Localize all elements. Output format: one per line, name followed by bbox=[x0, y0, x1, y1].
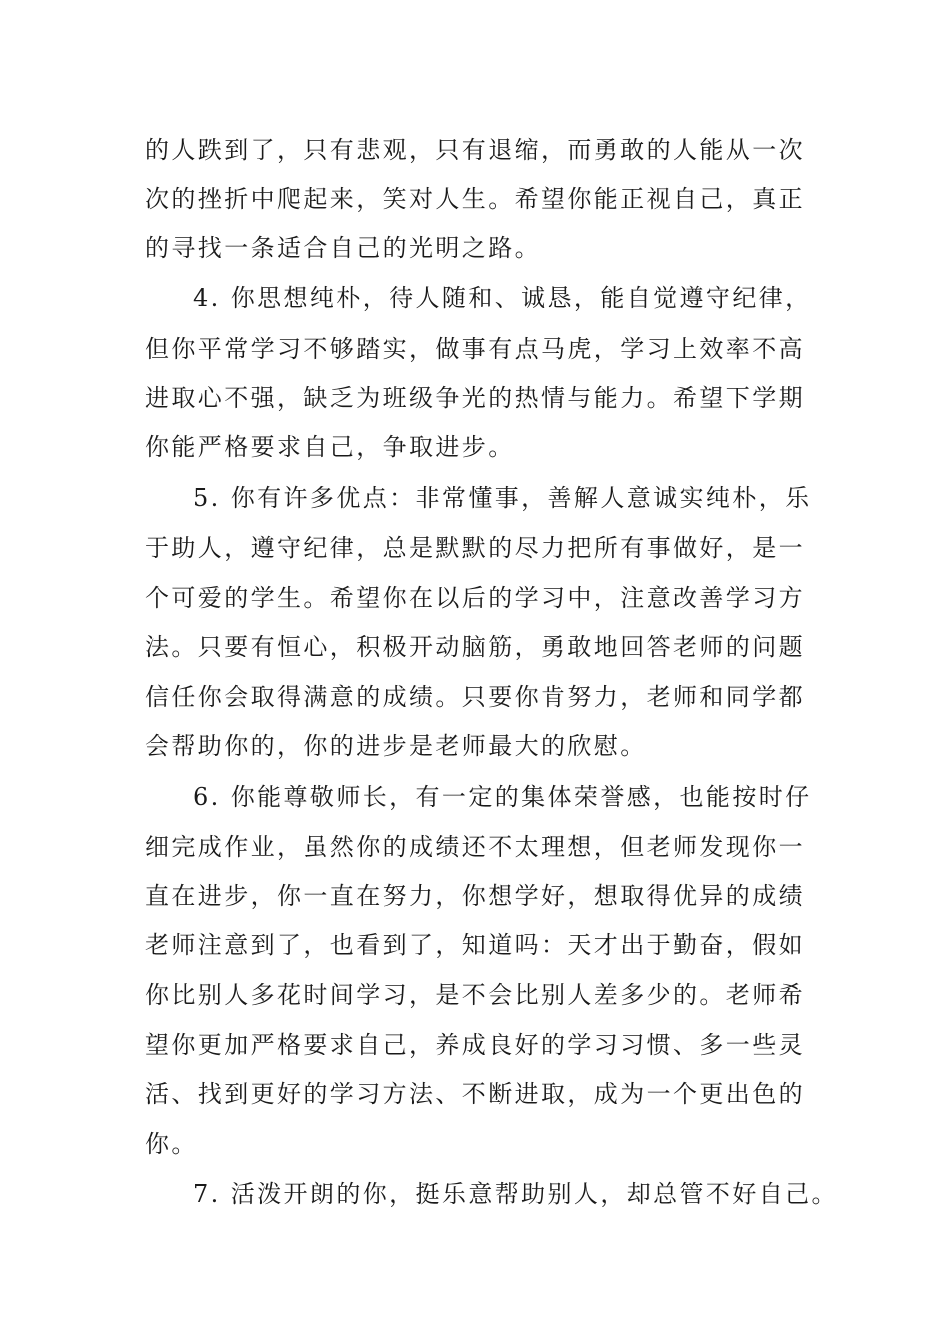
text-line: 你能严格要求自己，争取进步。 bbox=[145, 433, 515, 461]
text-line: 但你平常学习不够踏实，做事有点马虎，学习上效率不高 bbox=[145, 335, 805, 363]
text-line: 于助人，遵守纪律，总是默默的尽力把所有事做好，是一 bbox=[145, 534, 805, 562]
text-line: 你比别人多花时间学习，是不会比别人差多少的。老师希 bbox=[145, 981, 805, 1009]
text-line: 会帮助你的，你的进步是老师最大的欣慰。 bbox=[145, 732, 647, 760]
paragraph-5-start: 5. 你有许多优点：非常懂事，善解人意诚实纯朴，乐 bbox=[193, 484, 812, 512]
text-line: 进取心不强，缺乏为班级争光的热情与能力。希望下学期 bbox=[145, 384, 805, 412]
paragraph-7-start: 7. 活泼开朗的你，挺乐意帮助别人，却总管不好自己。 bbox=[193, 1180, 838, 1208]
text-line: 个可爱的学生。希望你在以后的学习中，注意改善学习方 bbox=[145, 584, 805, 612]
text-line: 活、找到更好的学习方法、不断进取，成为一个更出色的 bbox=[145, 1080, 805, 1108]
text-line: 你。 bbox=[145, 1130, 198, 1158]
paragraph-6-start: 6. 你能尊敬师长，有一定的集体荣誉感，也能按时仔 bbox=[193, 783, 812, 811]
text-line: 老师注意到了，也看到了，知道吗：天才出于勤奋，假如 bbox=[145, 931, 805, 959]
text-line: 的人跌到了，只有悲观，只有退缩，而勇敢的人能从一次 bbox=[145, 136, 805, 164]
text-line: 望你更加严格要求自己，养成良好的学习习惯、多一些灵 bbox=[145, 1031, 805, 1059]
text-line: 细完成作业，虽然你的成绩还不太理想，但老师发现你一 bbox=[145, 833, 805, 861]
text-line: 信任你会取得满意的成绩。只要你肯努力，老师和同学都 bbox=[145, 683, 805, 711]
text-line: 直在进步，你一直在努力，你想学好，想取得优异的成绩 bbox=[145, 882, 805, 910]
text-line: 法。只要有恒心，积极开动脑筋，勇敢地回答老师的问题 bbox=[145, 633, 805, 661]
text-line: 的寻找一条适合自己的光明之路。 bbox=[145, 234, 541, 262]
text-line: 次的挫折中爬起来，笑对人生。希望你能正视自己，真正 bbox=[145, 185, 805, 213]
paragraph-4-start: 4. 你思想纯朴，待人随和、诚恳，能自觉遵守纪律， bbox=[193, 284, 812, 312]
